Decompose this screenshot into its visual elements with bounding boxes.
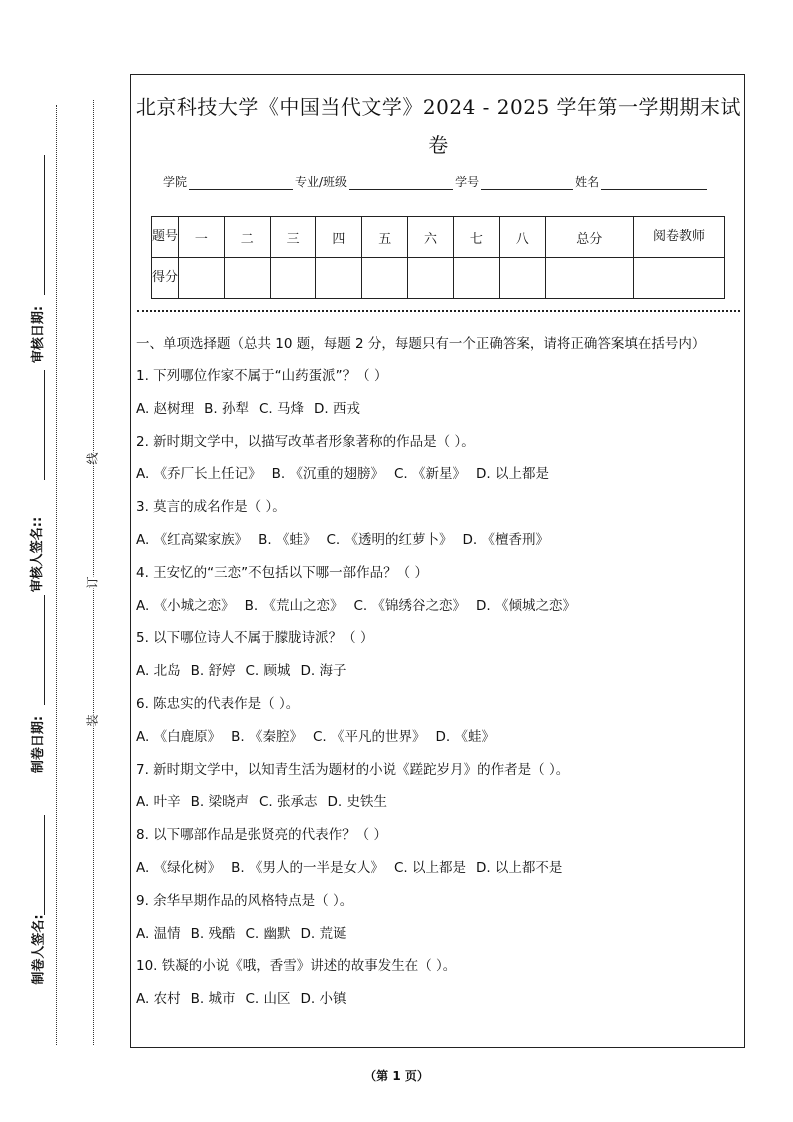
score-table (151, 216, 725, 299)
option-choice[interactable]: C. 《平凡的世界》 (312, 728, 426, 745)
question-options (136, 791, 741, 813)
question-options (136, 595, 741, 617)
option-choice[interactable]: B. 城市 (190, 991, 236, 1008)
option-choice[interactable]: D. 小镇 (300, 991, 347, 1008)
option-choice[interactable]: A. 《红高粱家族》 (136, 531, 249, 548)
option-choice[interactable]: B. 梁晓声 (190, 794, 249, 811)
question-list (136, 365, 741, 1010)
major-field[interactable] (349, 177, 453, 190)
option-choice[interactable]: B. 孙犁 (204, 400, 249, 417)
reviewer-sign-label: 审核人签名:: (30, 516, 46, 593)
question-options (136, 398, 741, 420)
section-title: 一、单项选择题（总共 10 题，每题 2 分，每题只有一个正确答案，请将正确答案填在括号内） (136, 336, 706, 352)
option-choice[interactable]: C. 《透明的红萝卜》 (326, 531, 453, 548)
maker-sign-label: 制卷人签名: (31, 914, 47, 985)
option-choice[interactable]: C. 《新星》 (393, 466, 466, 483)
reviewer-sign-line (44, 370, 45, 480)
option-choice[interactable]: A. 北岛 (136, 663, 181, 680)
college-field[interactable] (189, 177, 293, 190)
option-choice[interactable]: A. 《乔厂长上任记》 (136, 466, 262, 483)
option-choice[interactable]: D. 西戎 (313, 400, 360, 417)
score-label: 得分 (152, 258, 179, 299)
option-choice[interactable]: C. 顾城 (245, 663, 291, 680)
student-info-row (163, 173, 709, 190)
score-cell[interactable] (453, 258, 499, 299)
binding-dotted-line-left (56, 105, 57, 1045)
score-col-total: 总分 (545, 217, 633, 258)
question-stem: 4. 王安忆的“三恋”不包括以下哪一部作品？（ ） (136, 564, 428, 581)
maker-sign-line (44, 815, 45, 915)
question-options (136, 726, 741, 748)
score-cell[interactable] (362, 258, 408, 299)
option-choice[interactable]: B. 《荒山之恋》 (244, 597, 344, 614)
option-choice[interactable]: B. 《沉重的翅膀》 (271, 466, 384, 483)
option-choice[interactable]: A. 《白鹿原》 (136, 728, 222, 745)
question-stem: 7. 新时期文学中，以知青生活为题材的小说《蹉跎岁月》的作者是（ ）。 (136, 761, 570, 778)
exam-title-line1: 北京科技大学《中国当代文学》2024 - 2025 学年第一学期期末试 (135, 95, 742, 119)
option-choice[interactable]: A. 赵树理 (136, 400, 195, 417)
option-choice[interactable]: B. 《秦腔》 (231, 728, 303, 745)
option-choice[interactable]: A. 农村 (136, 991, 181, 1008)
question-stem: 2. 新时期文学中，以描写改革者形象著称的作品是（ ）。 (136, 433, 475, 450)
score-col: 八 (499, 217, 545, 258)
score-col-grader: 阅卷教师 (634, 217, 725, 258)
exam-frame (130, 74, 745, 1048)
option-choice[interactable]: C. 幽默 (245, 925, 291, 942)
question-stem: 6. 陈忠实的代表作是（ ）。 (136, 695, 300, 712)
question-options (136, 857, 741, 879)
score-col: 六 (408, 217, 454, 258)
score-col: 一 (179, 217, 225, 258)
question-stem: 10. 铁凝的小说《哦，香雪》讲述的故事发生在（ ）。 (136, 958, 457, 975)
binding-char-fold: 装 (82, 714, 103, 726)
score-table-score-row (152, 258, 725, 299)
major-label: 专业/班级 (295, 175, 348, 189)
score-cell[interactable] (408, 258, 454, 299)
score-cell-total[interactable] (545, 258, 633, 299)
option-choice[interactable]: D. 史铁生 (327, 794, 387, 811)
make-date-line (44, 595, 45, 705)
page-number: （第 1 页） (364, 1069, 429, 1083)
question-stem: 1. 下列哪位作家不属于“山药蛋派”？（ ） (136, 368, 388, 384)
option-choice[interactable]: C. 《锦绣谷之恋》 (353, 597, 466, 614)
question-options (136, 660, 741, 682)
option-choice[interactable]: A. 《小城之恋》 (136, 597, 235, 614)
question-options (136, 463, 741, 485)
dotted-separator (137, 310, 740, 312)
score-col: 五 (362, 217, 408, 258)
student-id-label: 学号 (455, 175, 480, 189)
option-choice[interactable]: A. 温情 (136, 925, 181, 942)
score-col: 七 (453, 217, 499, 258)
question-stem: 9. 余华早期作品的风格特点是（ ）。 (136, 892, 354, 909)
score-cell[interactable] (179, 258, 225, 299)
binding-char-line: 线 (82, 452, 103, 464)
option-choice[interactable]: A. 《绿化树》 (136, 859, 222, 876)
exam-title-line2: 卷 (428, 133, 449, 157)
score-table-header-row (152, 217, 725, 258)
question-options (136, 988, 741, 1010)
review-date-line (44, 155, 45, 295)
student-id-field[interactable] (481, 177, 573, 190)
option-choice[interactable]: D. 《蛙》 (435, 728, 495, 745)
score-col: 三 (270, 217, 316, 258)
review-date-label: 审核日期: (31, 305, 47, 364)
make-date-label: 制卷日期: (31, 715, 47, 774)
question-stem: 3. 莫言的成名作是（ ）。 (136, 499, 286, 516)
question-number-label: 题号 (152, 217, 179, 258)
score-cell[interactable] (270, 258, 316, 299)
option-choice[interactable]: D. 《倾城之恋》 (475, 597, 576, 614)
option-choice[interactable]: D. 《檀香刑》 (462, 531, 549, 548)
name-label: 姓名 (575, 175, 600, 189)
question-stem: 8. 以下哪部作品是张贤亮的代表作？（ ） (136, 827, 387, 844)
score-col: 二 (224, 217, 270, 258)
binding-dotted-line-right (93, 100, 94, 1045)
option-choice[interactable]: C. 山区 (245, 991, 291, 1008)
name-field[interactable] (601, 177, 707, 190)
option-choice[interactable]: B. 舒婷 (190, 663, 236, 680)
score-cell[interactable] (316, 258, 362, 299)
option-choice[interactable]: B. 残酷 (190, 925, 236, 942)
question-options (136, 529, 741, 551)
option-choice[interactable]: C. 以上都是 (393, 859, 466, 876)
section-single-choice (136, 333, 741, 1021)
score-cell[interactable] (224, 258, 270, 299)
option-choice[interactable]: D. 以上都不是 (475, 859, 563, 876)
option-choice[interactable]: A. 叶辛 (136, 794, 181, 811)
option-choice[interactable]: B. 《男人的一半是女人》 (231, 859, 384, 876)
score-cell-grader[interactable] (634, 258, 725, 299)
college-label: 学院 (163, 175, 188, 189)
option-choice[interactable]: D. 荒诞 (300, 925, 347, 942)
question-options (136, 923, 741, 945)
question-stem: 5. 以下哪位诗人不属于朦胧诗派？（ ） (136, 630, 374, 647)
binding-char-staple: 订 (82, 576, 103, 588)
option-choice[interactable]: C. 马烽 (258, 400, 304, 417)
option-choice[interactable]: D. 以上都是 (475, 466, 549, 483)
option-choice[interactable]: B. 《蛙》 (258, 531, 317, 548)
score-col: 四 (316, 217, 362, 258)
score-cell[interactable] (499, 258, 545, 299)
option-choice[interactable]: C. 张承志 (258, 794, 318, 811)
option-choice[interactable]: D. 海子 (300, 663, 347, 680)
